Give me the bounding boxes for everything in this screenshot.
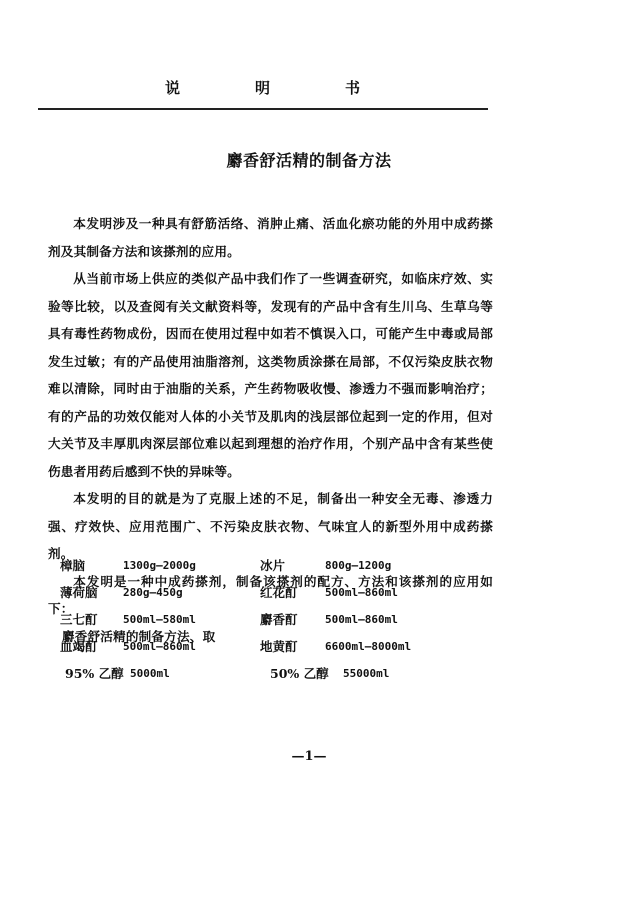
ingredient-amount: 6600ml—8000ml [325, 640, 412, 653]
ingredient-amount: 1300g—2000g [123, 559, 196, 572]
ingredient-amount: 800g—1200g [325, 559, 392, 572]
formula-table [60, 555, 420, 695]
ingredient-name: 地黄酊 [260, 639, 298, 654]
header-char-2: 明 [255, 79, 271, 97]
ingredient-amount: 500ml—860ml [123, 640, 196, 653]
ingredient-amount: 500ml—860ml [325, 586, 398, 599]
header-char-1: 说 [165, 79, 181, 97]
ingredient-name: 血竭酊 [60, 639, 98, 654]
document-header [0, 78, 618, 102]
ingredient-name: 50% 乙醇 [270, 666, 329, 681]
paragraph-3: 本发明的目的就是为了克服上述的不足，制备出一种安全无毒、渗透力强、疗效快、应用范围广、不污染皮肤衣物、气味宜人的新型外用中成药搽剂。 [48, 491, 493, 561]
paragraph-1: 本发明涉及一种具有舒筋活络、消肿止痛、活血化瘀功能的外用中成药搽剂及其制备方法和该搽剂的应用。 [48, 216, 493, 259]
ingredient-name: 麝香酊 [260, 612, 298, 627]
formula-row [60, 555, 420, 577]
formula-row [60, 663, 420, 685]
paragraph-2: 从当前市场上供应的类似产品中我们作了一些调查研究，如临床疗效、实验等比较，以及查阅有关文献资料等，发现有的产品中含有生川乌、生草乌等具有毒性药物成份，因而在使用过程中如若不慎误入口，可能产生中毒或局部发生过敏；有的产品使用油脂溶剂，这类物质涂搽在局部，不仅污染皮肤衣物难以清除，同时由于油脂的关系，产生药物吸收慢、渗透力不强而影响治疗；有的产品的功效仅能对人体的小关节及肌肉的浅层部位起到一定的作用，但对大关节及丰厚肌肉深层部位难以起到理想的治疗作用，个别产品中含有某些使伤患者用药后感到不快的异味等。 [48, 271, 493, 479]
ingredient-amount: 5000ml [130, 667, 170, 680]
ingredient-amount: 500ml—860ml [325, 613, 398, 626]
formula-row [60, 636, 420, 658]
ingredient-name: 95% 乙醇 [65, 666, 124, 681]
ingredient-amount: 280g—450g [123, 586, 183, 599]
formula-heading: 麝香舒活精的制备方法、取 [61, 628, 216, 644]
ingredient-name: 樟脑 [60, 558, 86, 573]
formula-row [60, 609, 420, 631]
ingredient-amount: 55000ml [343, 667, 390, 680]
formula-row [60, 582, 420, 604]
header-char-3: 书 [345, 79, 361, 97]
header-rule [38, 108, 488, 110]
paragraph-4: 本发明是一种中成药搽剂，制备该搽剂的配方、方法和该搽剂的应用如下： [48, 573, 493, 616]
ingredient-name: 三七酊 [60, 612, 98, 627]
page-number: —1— [291, 749, 327, 764]
ingredient-amount: 500ml—580ml [123, 613, 196, 626]
ingredient-name: 冰片 [260, 558, 286, 573]
ingredient-name: 薄荷脑 [60, 585, 98, 600]
document-title: 麝香舒活精的制备方法 [226, 151, 392, 170]
ingredient-name: 红花酊 [260, 585, 298, 600]
